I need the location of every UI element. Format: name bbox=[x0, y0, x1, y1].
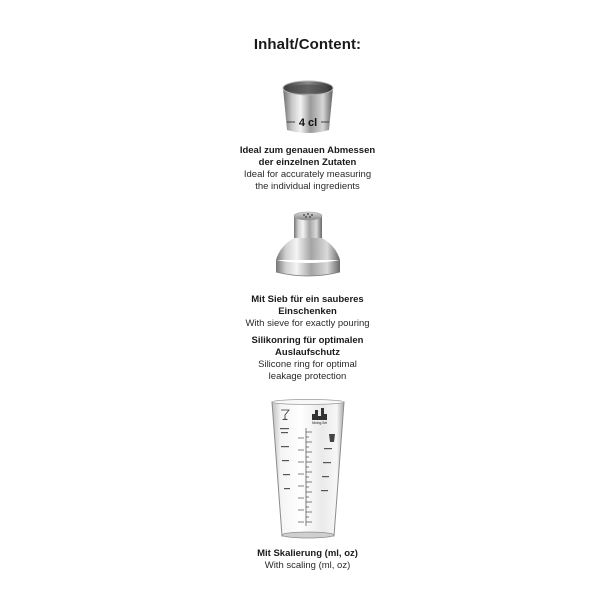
caption-en-line: With sieve for exactly pouring bbox=[245, 318, 370, 329]
shaker-cap-icon bbox=[270, 208, 346, 284]
caption-de-line: Mit Skalierung (ml, oz) bbox=[257, 548, 358, 559]
caption-en-line: Silicone ring for optimal bbox=[258, 359, 357, 370]
glass-print-text: Mixing-Set bbox=[311, 421, 327, 425]
cap-caption bbox=[0, 294, 615, 383]
caption-en-line: Ideal for accurately measuring bbox=[243, 169, 372, 180]
caption-de-line: Silikonring für optimalen bbox=[251, 335, 364, 346]
caption-en-line: the individual ingredients bbox=[255, 181, 360, 192]
caption-de-line: der einzelnen Zutaten bbox=[258, 157, 357, 168]
glass-caption bbox=[0, 548, 615, 572]
caption-en-line: With scaling (ml, oz) bbox=[264, 560, 351, 571]
jigger-caption bbox=[0, 145, 615, 193]
capacity-badge: 4 cl bbox=[298, 117, 317, 129]
jigger-cup-icon bbox=[278, 76, 338, 138]
page-title: Inhalt/Content: bbox=[253, 36, 362, 53]
caption-en-line: leakage protection bbox=[268, 371, 347, 382]
caption-de-line: Auslaufschutz bbox=[275, 347, 340, 358]
caption-de-line: Mit Sieb für ein sauberes bbox=[251, 294, 364, 305]
mixing-glass-icon bbox=[268, 398, 348, 540]
caption-de-line: Einschenken bbox=[278, 306, 337, 317]
caption-de-line: Ideal zum genauen Abmessen bbox=[239, 145, 376, 156]
